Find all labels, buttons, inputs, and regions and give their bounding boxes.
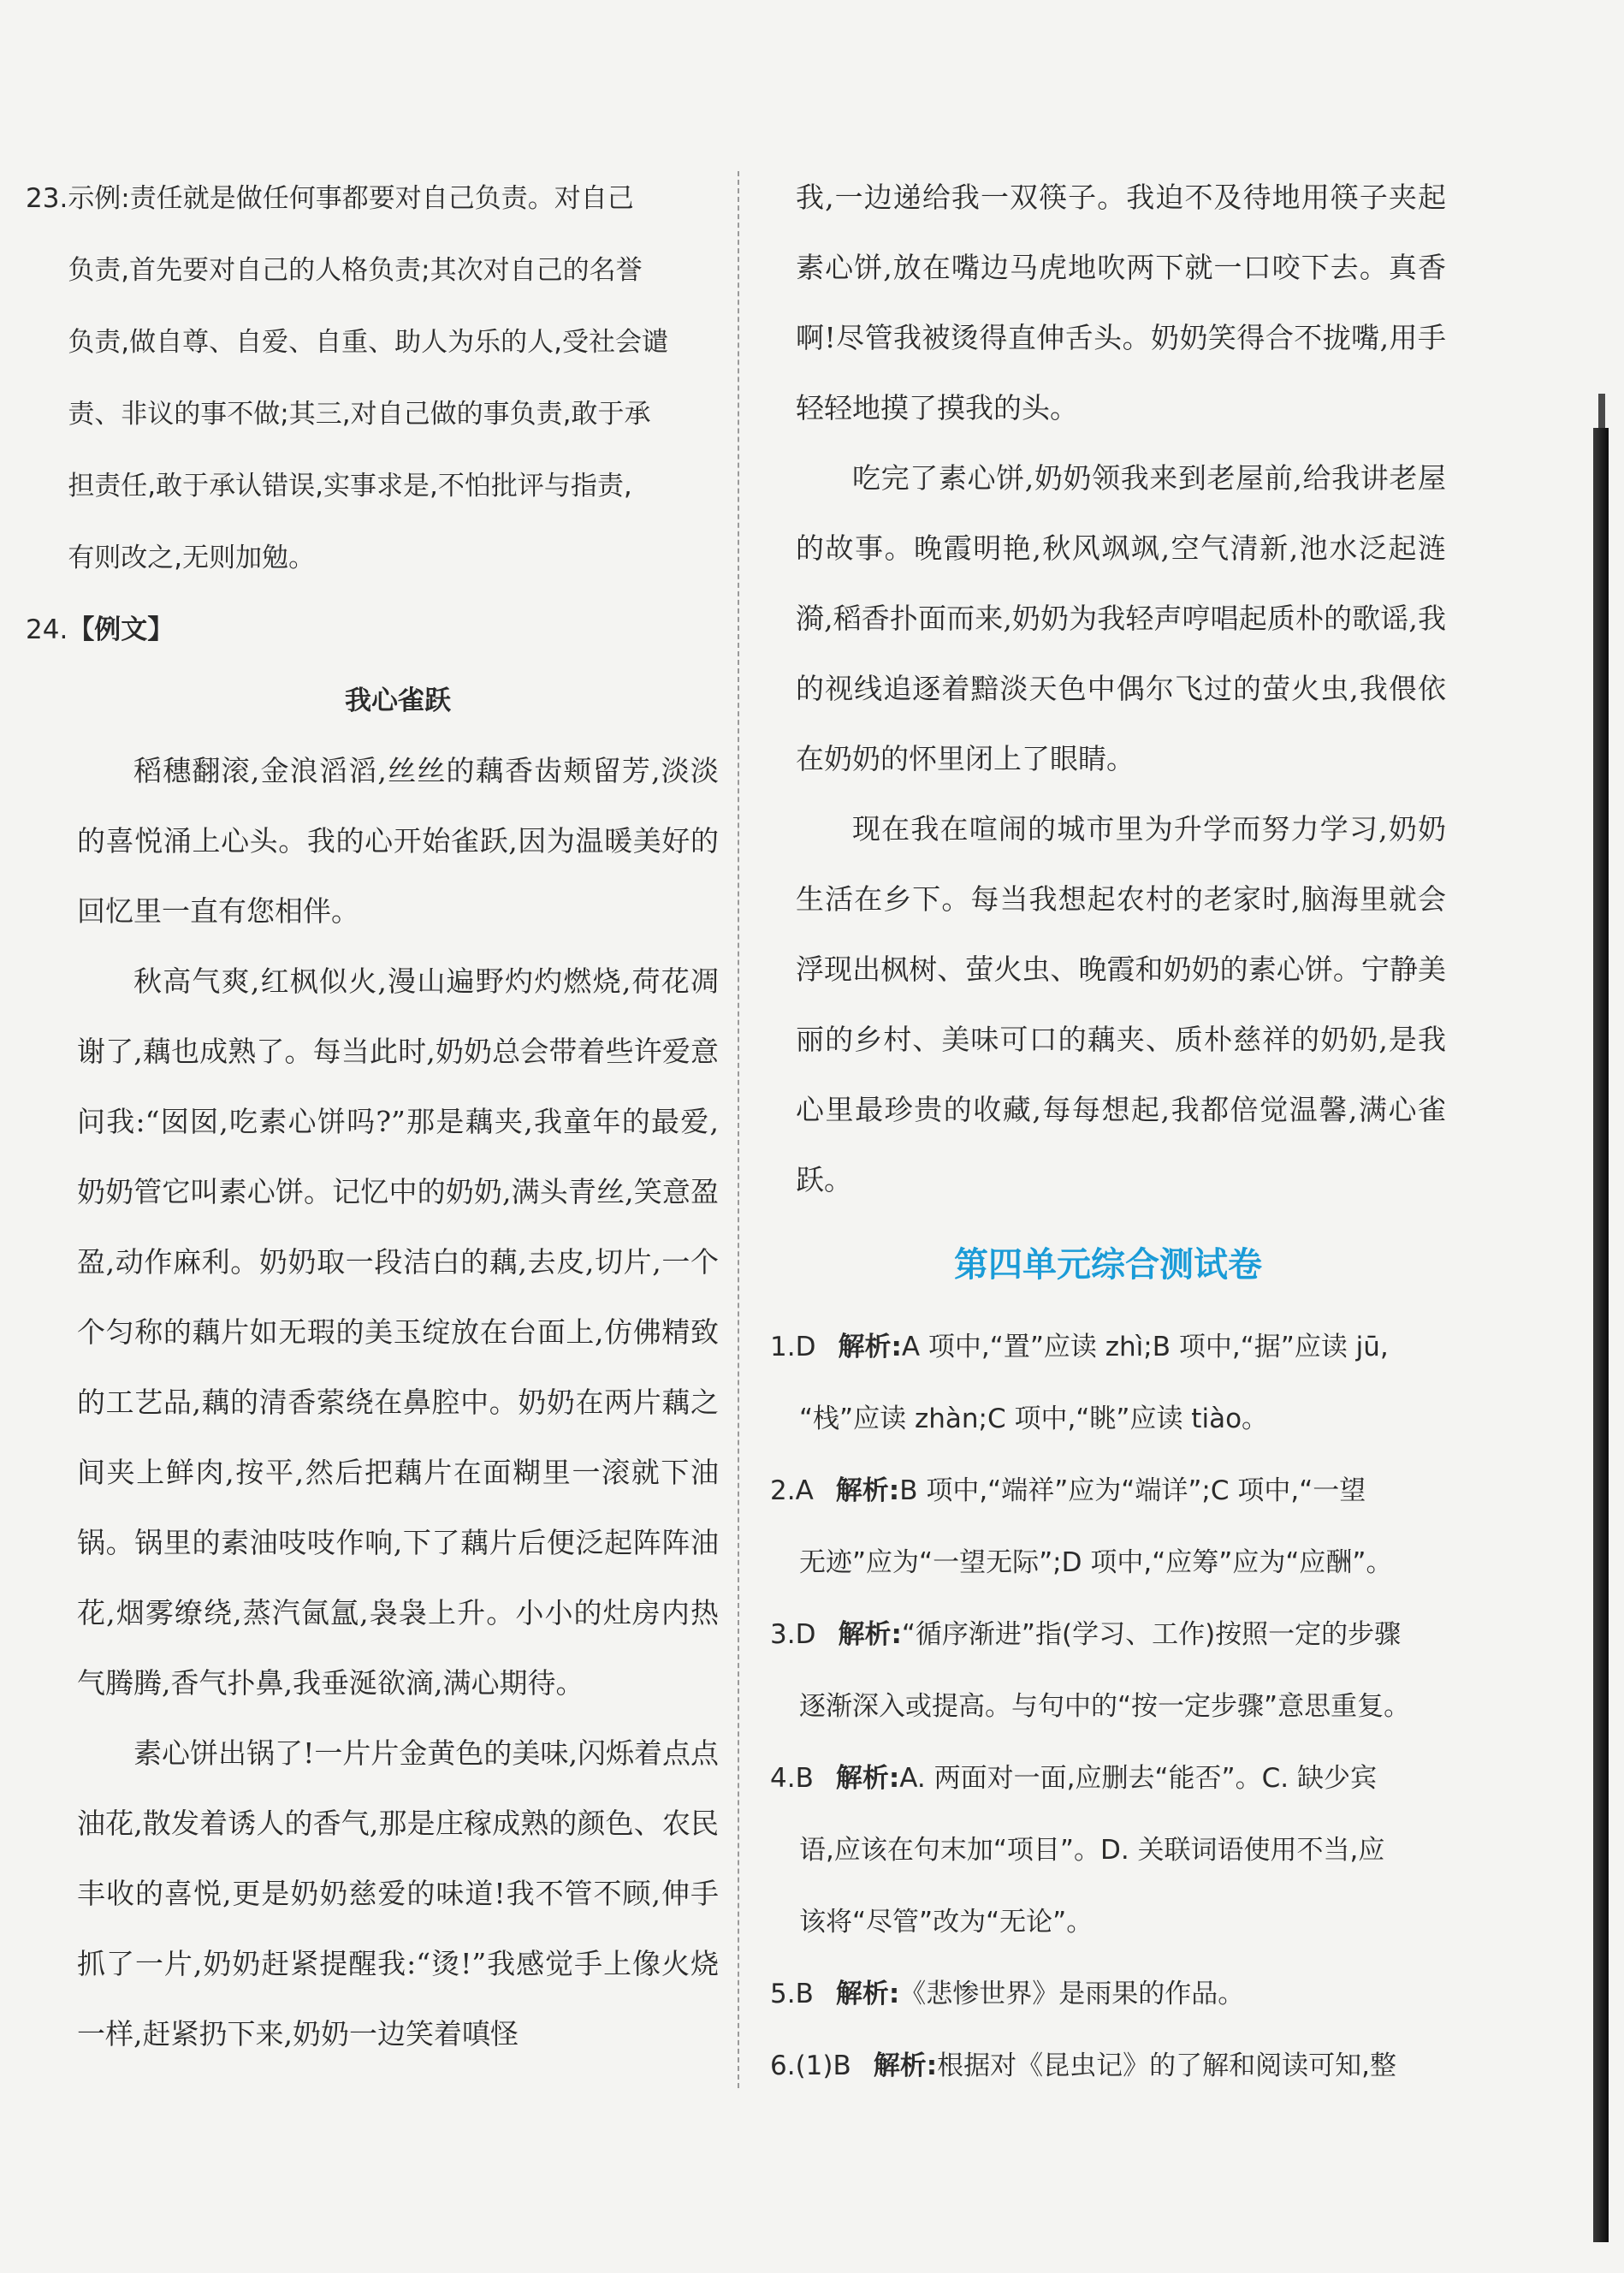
essay-paragraph: 吃完了素心饼,奶奶领我来到老屋前,给我讲老屋的故事。晚霞明艳,秋风飒飒,空气清新,池水泛起涟漪,稻香扑面而来,奶奶为我轻声哼唱起质朴的歌谣,我的视线追逐着黯淡天色中偶尔飞过的萤火虫,我偎依在奶奶的怀里闭上了眼睛。 — [796, 461, 1446, 775]
answer-number: 3.D — [770, 1619, 816, 1650]
answer-continuation: 无迹”应为“一望无际”;D 项中,“应筹”应为“应酬”。 — [799, 1547, 1393, 1578]
analysis-label: 解析: — [838, 1332, 902, 1362]
question-23 — [26, 163, 719, 594]
answer-number: 5.B — [770, 1979, 814, 2009]
answer-item — [770, 1455, 1446, 1599]
analysis-text: B 项中,“端祥”应为“端详”;C 项中,“一望 — [899, 1475, 1366, 1506]
answer-number: 2.A — [770, 1475, 814, 1506]
question-number: 23. — [26, 183, 68, 214]
text-line: 负责,做自尊、自爱、自重、助人为乐的人,受社会谴 — [68, 327, 669, 358]
text-line: 责、非议的事不做;其三,对自己做的事负责,敢于承 — [68, 399, 651, 430]
text-line: 示例:责任就是做任何事都要对自己负责。对自己 — [68, 183, 634, 214]
answer-number: 4.B — [770, 1763, 814, 1794]
question-24 — [26, 594, 719, 666]
answer-item — [770, 1599, 1446, 1742]
essay-paragraph: 稻穗翻滚,金浪滔滔,丝丝的藕香齿颊留芳,淡淡的喜悦涌上心头。我的心开始雀跃,因为温暖美好的回忆里一直有您相伴。 — [77, 754, 719, 928]
right-column — [770, 163, 1446, 2102]
answer-line — [770, 1311, 1446, 1383]
scan-edge-shadow — [1593, 428, 1609, 2242]
text-line: 担责任,敢于承认错误,实事求是,不怕批评与指责, — [68, 471, 632, 501]
essay-paragraph: 秋高气爽,红枫似火,漫山遍野灼灼燃烧,荷花凋谢了,藕也成熟了。每当此时,奶奶总会带着些许爱意问我:“囡囡,吃素心饼吗?”那是藕夹,我童年的最爱,奶奶管它叫素心饼。记忆中的奶奶,满头青丝,笑意盈盈,动作麻利。奶奶取一段洁白的藕,去皮,切片,一个个匀称的藕片如无瑕的美玉绽放在台面上,仿佛精致的工艺品,藕的清香萦绕在鼻腔中。奶奶在两片藕之间夹上鲜肉,按平,然后把藕片在面糊里一滚就下油锅。锅里的素油吱吱作响,下了藕片后便泛起阵阵油花,烟雾缭绕,蒸汽氤氲,袅袅上升。小小的灶房内热气腾腾,香气扑鼻,我垂涎欲滴,满心期待。 — [77, 964, 719, 1700]
answer-number: 1.D — [770, 1332, 816, 1362]
answer-line — [770, 1599, 1446, 1671]
answer-continuation: 语,应该在句末加“项目”。D. 关联词语使用不当,应 — [799, 1835, 1385, 1866]
essay-continuation: 我,一边递给我一双筷子。我迫不及待地用筷子夹起素心饼,放在嘴边马虎地吹两下就一口咬下去。真香啊!尽管我被烫得直伸舌头。奶奶笑得合不拢嘴,用手轻轻地摸了摸我的头。 — [796, 181, 1446, 424]
analysis-text: 根据对《昆虫记》的了解和阅读可知,整 — [937, 2050, 1397, 2081]
answer-item — [770, 1958, 1446, 2030]
answer-item — [770, 1311, 1446, 1455]
answer-item — [770, 2030, 1446, 2102]
answer-list — [770, 1311, 1446, 2102]
essay-paragraph: 现在我在喧闹的城市里为升学而努力学习,奶奶生活在乡下。每当我想起农村的老家时,脑海里就会浮现出枫树、萤火虫、晚霞和奶奶的素心饼。宁静美丽的乡村、美味可口的藕夹、质朴慈祥的奶奶,是我心里最珍贵的收藏,每每想起,我都倍觉温馨,满心雀跃。 — [796, 812, 1446, 1196]
answer-continuation: 逐渐深入或提高。与句中的“按一定步骤”意思重复。 — [799, 1691, 1411, 1722]
answer-line — [770, 1455, 1446, 1527]
left-column — [26, 163, 719, 2069]
answer-item — [770, 1742, 1446, 1958]
column-divider — [738, 171, 739, 2088]
answer-line — [770, 1958, 1446, 2030]
analysis-text: A 项中,“置”应读 zhì;B 项中,“据”应读 jū, — [901, 1332, 1389, 1362]
answer-continuation: 该将“尽管”改为“无论”。 — [799, 1907, 1094, 1938]
answer-line — [770, 2030, 1446, 2102]
question-number: 24. — [26, 614, 68, 645]
analysis-label: 解析: — [873, 2050, 938, 2081]
analysis-label: 解析: — [838, 1619, 902, 1650]
essay — [26, 666, 719, 2069]
essay-continued — [770, 163, 1446, 1215]
analysis-label: 解析: — [835, 1979, 900, 2009]
example-label: 【例文】 — [68, 614, 175, 645]
analysis-text: A. 两面对一面,应删去“能否”。C. 缺少宾 — [899, 1763, 1377, 1794]
text-line: 有则改之,无则加勉。 — [68, 543, 316, 573]
answer-line — [770, 1742, 1446, 1814]
question-23-body — [68, 163, 719, 594]
answer-number: 6.(1)B — [770, 2050, 851, 2081]
text-line: 负责,首先要对自己的人格负责;其次对自己的名誉 — [68, 255, 643, 286]
analysis-text: “循序渐进”指(学习、工作)按照一定的步骤 — [901, 1619, 1402, 1650]
analysis-label: 解析: — [835, 1763, 900, 1794]
analysis-text: 《悲惨世界》是雨果的作品。 — [899, 1979, 1245, 2009]
essay-paragraph: 素心饼出锅了!一片片金黄色的美味,闪烁着点点油花,散发着诱人的香气,那是庄稼成熟的颜色、农民丰收的喜悦,更是奶奶慈爱的味道!我不管不顾,伸手抓了一片,奶奶赶紧提醒我:“烫!”我感觉手上像火烧一样,赶紧扔下来,奶奶一边笑着嗔怪 — [77, 1736, 719, 2050]
analysis-label: 解析: — [835, 1475, 900, 1506]
answer-continuation: “栈”应读 zhàn;C 项中,“眺”应读 tiào。 — [799, 1404, 1269, 1434]
essay-title: 我心雀跃 — [345, 685, 451, 716]
section-title: 第四单元综合测试卷 — [954, 1245, 1262, 1285]
